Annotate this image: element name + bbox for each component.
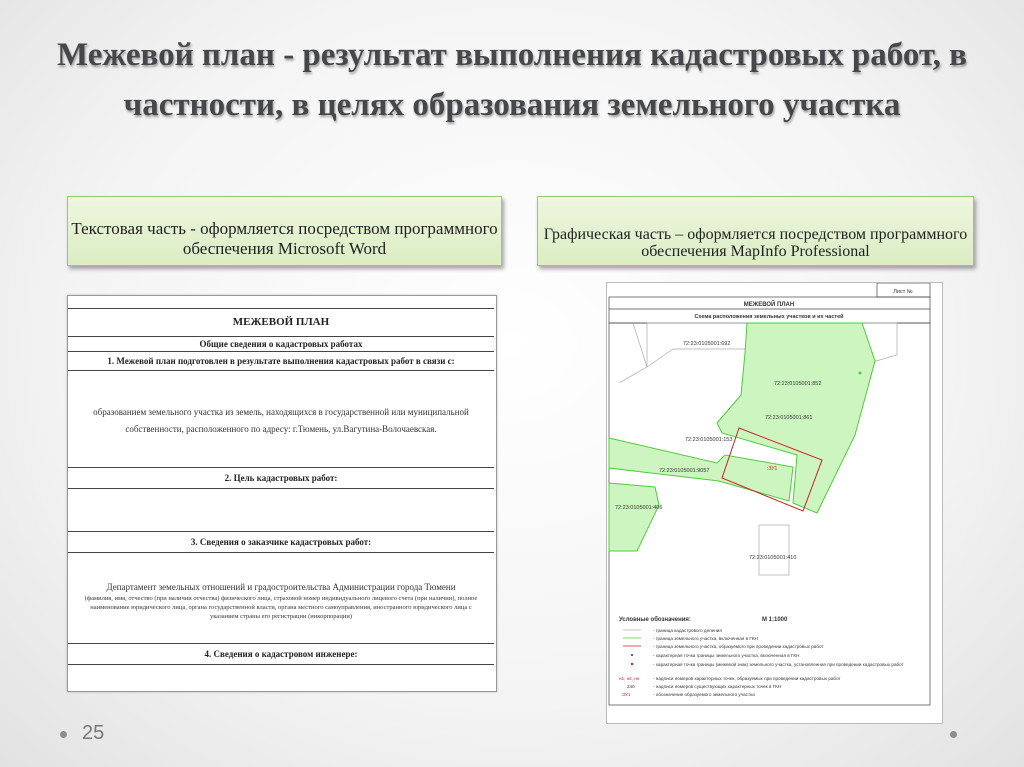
gray-boundary-left [619, 323, 647, 383]
parcel-label-861: 72:23:0105001:861 [765, 415, 813, 421]
right-bullet-icon [950, 731, 957, 738]
gray-parcel-410 [759, 525, 789, 575]
left-bullet-icon [60, 731, 67, 738]
legend-item-3: - граница земельного участка, образуемого при проведении кадастровых работ [653, 644, 824, 649]
doc-item-3: 3. Сведения о заказчике кадастровых работ: [68, 532, 494, 553]
doc-item-2-body [68, 489, 494, 532]
legend-item-5: - характерная точка границы (межевой знак) земельного участка, установленная при проведении кадастровых работ [653, 662, 904, 667]
green-parcel-406 [609, 483, 659, 551]
legend-item-2: - граница земельного участка, включенная в ГКН [653, 636, 758, 641]
map-subheading: Схема расположения земельных участков и их частей [694, 314, 844, 320]
map-scale: М 1:1000 [762, 617, 788, 623]
legend-item-8: - обозначение образуемого земельного участка [653, 692, 755, 697]
legend-item-4: - характерная точка границы земельного участка, включенная в ГКН [653, 653, 800, 658]
map-heading: МЕЖЕВОЙ ПЛАН [743, 302, 795, 308]
doc-item-4: 4. Сведения о кадастровом инженере: [68, 644, 494, 665]
parcel-label-410: 72:23:0105001:410 [749, 555, 797, 561]
legend-mark-3: :ЗУ1 [621, 692, 631, 697]
legend-title: Условные обозначения: [619, 617, 691, 623]
doc-item-1: 1. Межевой план подготовлен в результате выполнения кадастровых работ в связи с: [68, 352, 494, 371]
doc-customer-name: Департамент земельных отношений и градостроительства Администрации города Тюмени [106, 582, 456, 592]
text-part-callout: Текстовая часть - оформляется посредством программного обеспечения Microsoft Word [67, 196, 502, 266]
parcel-label-153: 72:23:0105001:153 [685, 437, 733, 443]
cadastral-map [607, 283, 942, 723]
point-marker [859, 372, 862, 375]
map-document-preview [606, 282, 943, 724]
legend-item-7: - надписи номеров существующих характерных точек в ГКН [653, 684, 782, 689]
doc-customer-note: (фамилия, имя, отчество (при наличии отчества) физического лица, страховой номер индивидуального лицевого счета (при наличии), полное наименование юридического лица, органа государственной власти, органа местного самоуправления, иностранного юридического лица с указанием страны его регистрации (инкорпорации) [84, 595, 478, 620]
doc-general-section: Общие сведения о кадастровых работах [68, 337, 494, 352]
doc-heading: МЕЖЕВОЙ ПЛАН [68, 309, 494, 337]
graphic-part-callout: Графическая часть – оформляется посредством программного обеспечения MapInfo Professional [537, 196, 974, 266]
legend-mark-2: 240 [627, 684, 635, 689]
doc-item-3-body [68, 553, 494, 644]
doc-item-1-body [68, 371, 494, 468]
legend-mark-1: н1, н2, нн [619, 676, 640, 681]
new-parcel-label: :ЗУ1 [767, 466, 778, 472]
doc-item-2: 2. Цель кадастровых работ: [68, 468, 494, 489]
page-number: 25 [82, 722, 105, 744]
sheet-label: Лист № [893, 289, 913, 295]
parcel-label-852: 72:23:0105001:852 [774, 381, 822, 387]
parcel-label-406: 72:23:0105001:406 [615, 505, 663, 511]
legend-item-6: - надписи номеров характерных точек, образуемых при проведении кадастровых работ [653, 676, 841, 681]
legend-item-1: - граница кадастрового деления [653, 628, 722, 633]
text-document-preview [67, 295, 497, 692]
doc-top-strip [68, 296, 494, 309]
slide-title: Межевой план - результат выполнения кадастровых работ, в частности, в целях образования земельного участка [57, 37, 967, 123]
parcel-label-692: 72:23:0105001:692 [683, 341, 731, 347]
parcel-label-9057: 72:23:0105001:9057 [659, 468, 710, 474]
doc-item-1-text: образованием земельного участка из земель, находящихся в государственной или муниципальной собственности, расположенного по адресу: г.Тюмень, ул.Вагутина-Волочаевская. [93, 407, 469, 434]
